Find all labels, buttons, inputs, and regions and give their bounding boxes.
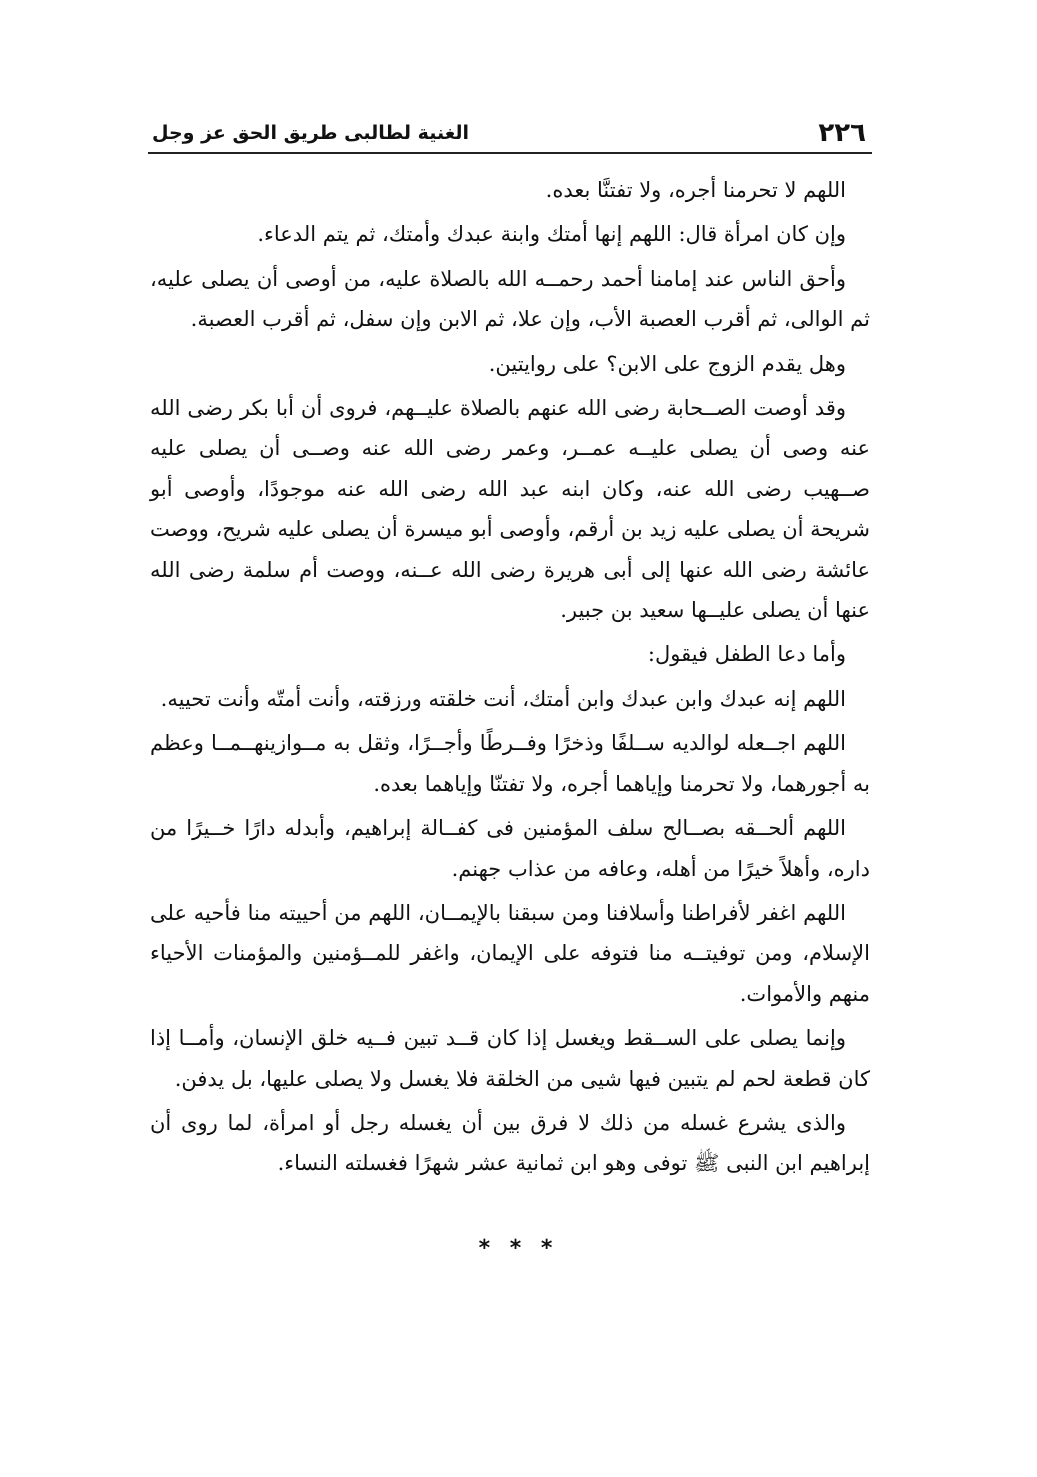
body-text bbox=[150, 170, 870, 1184]
paragraph-9: اللهم ألحــقه بصــالح سلف المؤمنين فى كفــالة إبراهيم، وأبدله دارًا خــيرًا من داره، وأهلاً خيرًا من أهله، وعافه من عذاب جهنم. bbox=[150, 816, 870, 881]
running-header bbox=[148, 116, 872, 152]
paragraph-1: اللهم لا تحرمنا أجره، ولا تفتنَّا بعده. bbox=[545, 178, 846, 202]
paragraph-3: وأحق الناس عند إمامنا أحمد رحمــه الله بالصلاة عليه، من أوصى أن يصلى عليه، ثم الوالى، ثم أقرب العصبة الأب، وإن علا، ثم الابن وإن سفل، ثم أقرب العصبة. bbox=[150, 266, 870, 332]
paragraph-11: وإنما يصلى على الســقط ويغسل إذا كان قــد تبين فــيه خلق الإنسان، وأمــا إذا كان قطعة لحم لم يتبين فيها شيى من الخلقة فلا يغسل ولا يصلى عليها، بل يدفن. bbox=[150, 1026, 870, 1091]
paragraph-12: والذى يشرع غسله من ذلك لا فرق بين أن يغسله رجل أو امرأة، لما روى أن إبراهيم ابن النبى ﷺ توفى وهو ابن ثمانية عشر شهرًا فغسلته النساء. bbox=[150, 1110, 870, 1176]
paragraph-10: اللهم اغفر لأفراطنا وأسلافنا ومن سبقنا بالإيمــان، اللهم من أحييته منا فأحيه على الإسلام، ومن توفيتــه منا فتوفه على الإيمان، واغفر للمــؤمنين والمؤمنات الأحياء منهم والأموات. bbox=[150, 900, 870, 1006]
paragraph-2: وإن كان امرأة قال: اللهم إنها أمتك وابنة عبدك وأمتك، ثم يتم الدعاء. bbox=[257, 222, 846, 247]
paragraph-5: وقد أوصت الصــحابة رضى الله عنهم بالصلاة عليــهم، فروى أن أبا بكر رضى الله عنه وصى أن يصلى عليــه عمــر، وعمر رضى الله عنه وصــى أن يصلى عليه صــهيب رضى الله عنه، وكان ابنه عبد الله رضى الله عنه موجودًا، وأوصى أبو شريحة أن يصلى عليه زيد بن أرقم، وأوصى أبو ميسرة أن يصلى عليه شريح، ووصت عائشة رضى الله عنها إلى أبى هريرة رضى الله عــنه، ووصت أم سلمة رضى الله عنها أن يصلى عليــها سعيد بن جبير. bbox=[150, 396, 870, 623]
paragraph-4: وهل يقدم الزوج على الابن؟ على روايتين. bbox=[488, 351, 846, 376]
paragraph-6: وأما دعا الطفل فيقول: bbox=[647, 642, 846, 667]
paragraph-8: اللهم اجــعله لوالديه ســلفًا وذخرًا وفــرطًا وأجــرًا، وثقل به مــوازينهــمــا وعظم به أجورهما، ولا تحرمنا وإياهما أجره، ولا تفتنّا وإياهما بعده. bbox=[150, 731, 870, 796]
book-title: الغنية لطالبى طريق الحق عز وجل bbox=[152, 122, 470, 144]
section-end-ornament: * * * bbox=[478, 1236, 559, 1261]
page-number: ٢٢٦ bbox=[818, 118, 866, 148]
header-rule bbox=[148, 152, 872, 154]
paragraph-7: اللهم إنه عبدك وابن عبدك وابن أمتك، أنت خلقته ورزقته، وأنت أمتّه وأنت تحييه. bbox=[160, 686, 846, 711]
